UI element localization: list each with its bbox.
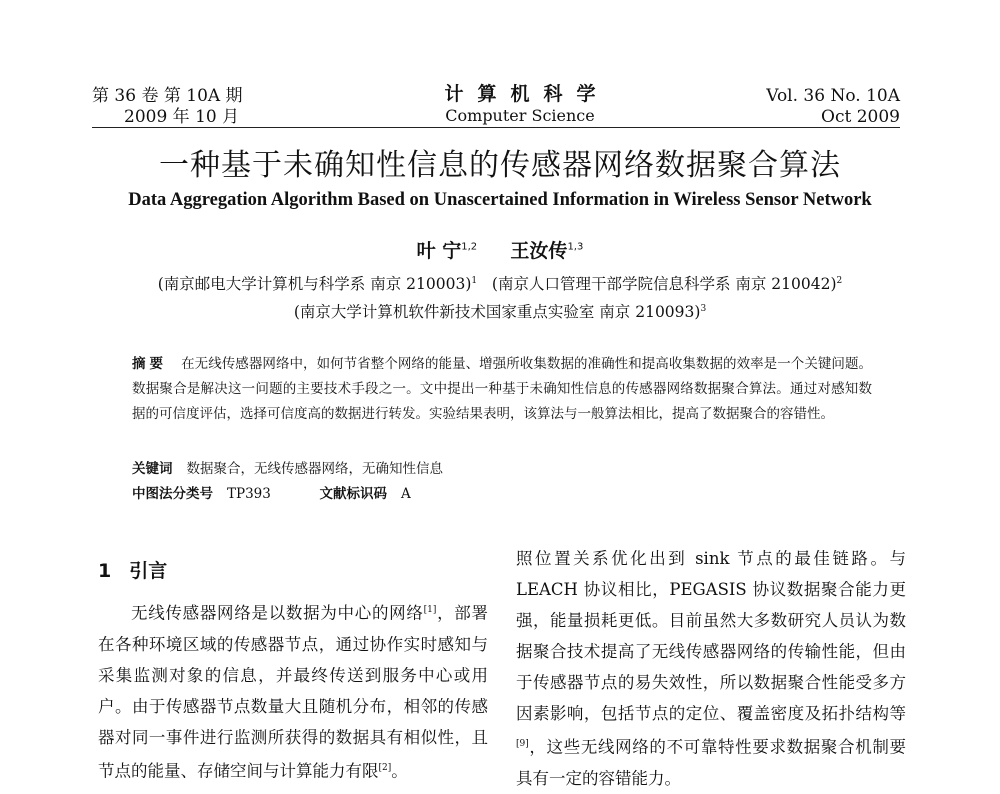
journal-name-en: Computer Science — [445, 106, 595, 125]
classification — [132, 482, 411, 502]
continued-paragraph — [516, 543, 906, 794]
author-ye-ning-affil: 1,2 — [461, 241, 478, 253]
right-text-b: ，这些无线网络的不可靠特性要求数据聚合机制要具有一定的容错能力。 — [516, 737, 906, 788]
doc-code-label: 文献标识码 — [319, 486, 387, 502]
author-list — [0, 236, 1000, 263]
intro-text-a: 无线传感器网络是以数据为中心的网络 — [131, 603, 424, 623]
running-header-left — [92, 86, 243, 128]
affiliation-3-mark: 3 — [700, 303, 707, 314]
body-left-column — [98, 595, 488, 786]
author-wang-ruchuan-affil: 1,3 — [567, 241, 584, 253]
doc-code-value: A — [400, 486, 411, 502]
keywords-label: 关键词 — [132, 461, 173, 477]
citation-1: [1] — [423, 605, 437, 615]
author-ye-ning: 叶 宁 — [416, 240, 462, 262]
body-right-column — [516, 543, 906, 794]
volume-issue: 第 36 卷 第 10A 期 — [92, 86, 243, 106]
header-rule — [92, 127, 900, 128]
intro-text-b: ，部署在各种环境区域的传感器节点，通过协作实时感知与采集监测对象的信息，并最终传送到服务中心或用户。由于传感器节点数量大且随机分布，相邻的传感器对同一事件进行监测所获得的数据具有相似性，且节点的能量、存储空间与计算能力有限 — [98, 603, 489, 780]
right-text-a: 照位置关系优化出到 sink 节点的最佳链路。与 LEACH 协议相比，PEGASIS 协议数据聚合能力更强，能量损耗更低。目前虽然大多数研究人员认为数据聚合技术提高了无线传感器网络的传输性能，但由于传感器节点的易失效性，所以数据聚合性能受多方因素影响，包括节点的定位、覆盖密度及拓扑结构等 — [516, 549, 906, 723]
affiliation-line-1 — [0, 272, 1000, 294]
section-number: 1 — [98, 560, 112, 582]
citation-9: [9] — [516, 739, 529, 749]
clc-value: TP393 — [227, 486, 271, 502]
affiliation-3: (南京大学计算机软件新技术国家重点实验室 南京 210093) — [293, 303, 701, 321]
affiliation-line-2 — [0, 300, 1000, 322]
section-title: 引言 — [129, 560, 168, 582]
paper-title-cn: 一种基于未确知性信息的传感器网络数据聚合算法 — [159, 148, 841, 183]
running-header-right — [766, 86, 900, 128]
paper-title-en: Data Aggregation Algorithm Based on Unascertained Information in Wireless Sensor Network — [128, 190, 872, 210]
abstract-text: 在无线传感器网络中，如何节省整个网络的能量、增强所收集数据的准确性和提高收集数据的效率是一个关键问题。数据聚合是解决这一问题的主要技术手段之一。文中提出一种基于未确知性信息的传感器网络数据聚合算法。通过对感知数据的可信度评估，选择可信度高的数据进行转发。实验结果表明，该算法与一般算法相比，提高了数据聚合的容错性。 — [132, 356, 873, 422]
affiliation-2-mark: 2 — [836, 275, 843, 286]
affiliation-1: (南京邮电大学计算机与科学系 南京 210003) — [157, 275, 472, 293]
abstract — [132, 352, 872, 427]
keywords-text: 数据聚合，无线传感器网络，无确知性信息 — [186, 461, 443, 477]
section-heading — [98, 556, 167, 583]
journal-name-cn: 计算机科学 — [444, 83, 610, 105]
keywords — [132, 457, 443, 477]
affiliation-2: (南京人口管理干部学院信息科学系 南京 210042) — [491, 275, 837, 293]
issue-date-cn: 2009 年 10 月 — [124, 107, 240, 127]
intro-text-c: 。 — [391, 761, 408, 780]
intro-paragraph — [98, 595, 488, 786]
running-header-center — [420, 84, 620, 126]
author-wang-ruchuan: 王汝传 — [510, 240, 568, 262]
abstract-label: 摘要 — [132, 356, 168, 372]
volume-en: Vol. 36 No. 10A — [766, 86, 900, 106]
issue-date-en: Oct 2009 — [821, 107, 900, 127]
affiliation-1-mark: 1 — [471, 275, 478, 286]
citation-2: [2] — [378, 762, 392, 773]
clc-label: 中图法分类号 — [132, 486, 213, 502]
